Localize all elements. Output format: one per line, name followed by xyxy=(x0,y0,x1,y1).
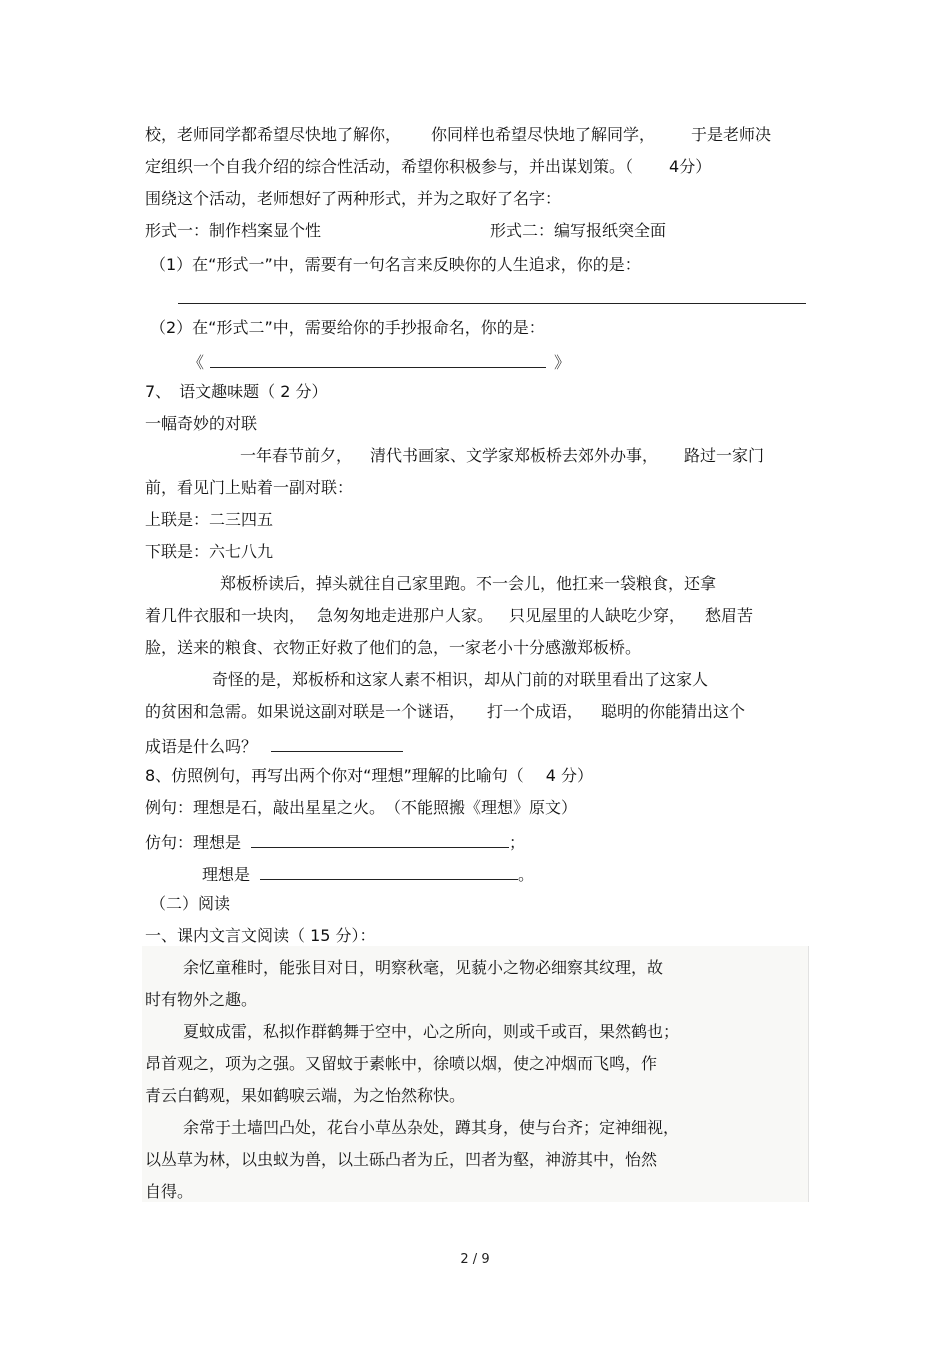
text: 理想是 xyxy=(202,865,251,884)
text: 校，老师同学都希望尽快地了解你， xyxy=(145,125,402,144)
text: 路过一家门 xyxy=(684,446,765,465)
text: 愁眉苦 xyxy=(705,606,754,625)
text: 你同样也希望尽快地了解同学， xyxy=(431,125,656,144)
text: 。 xyxy=(518,865,535,884)
text: 只见屋里的人缺吃少穿， xyxy=(509,606,686,625)
reading-section-title: （二）阅读 xyxy=(150,894,231,913)
page-number: 2 / 9 xyxy=(460,1252,490,1267)
story-p2-line2 xyxy=(145,605,753,627)
form-one: 形式一：制作档案显个性 xyxy=(145,221,322,240)
couplet-upper: 上联是：二三四五 xyxy=(145,510,274,529)
imitate-answer-1[interactable] xyxy=(251,829,509,848)
text: 定组织一个自我介绍的综合性活动，希望你积极参与，并出谋划策。（ xyxy=(145,157,634,176)
intro-line-3: 围绕这个活动，老师想好了两种形式，并为之取好了名字： xyxy=(145,189,562,208)
story-p2-line1: 郑板桥读后，掉头就往自己家里跑。不一会儿，他扛来一袋粮食，还拿 xyxy=(220,574,717,593)
story-p3-line1: 奇怪的是，郑板桥和这家人素不相识，却从门前的对联里看出了这家人 xyxy=(212,670,709,689)
passage-p3-line1: 余常于土墙凹凸处，花台小草丛杂处，蹲其身，使与台齐；定神细视， xyxy=(183,1118,680,1137)
text: 于是老师决 xyxy=(691,125,772,144)
question-7-title: 7、 语文趣味题（ 2 分） xyxy=(145,382,328,401)
passage-p1-line1: 余忆童稚时，能张目对日，明察秋毫，见藐小之物必细察其纹理，故 xyxy=(183,958,664,977)
book-bracket-open: 《 xyxy=(188,353,205,372)
passage-p3-line2: 以丛草为林，以虫蚁为兽，以土砾凸者为丘，凹者为壑，神游其中，怡然 xyxy=(145,1150,658,1169)
question-8-title xyxy=(145,765,593,787)
story-p3-line3 xyxy=(145,733,403,758)
text: 的贫困和急需。如果说这副对联是一个谜语， xyxy=(145,702,466,721)
couplet-lower: 下联是：六七八九 xyxy=(145,542,274,561)
question-2: （2）在“形式二”中，需要给你的手抄报命名，你的是： xyxy=(150,318,545,337)
book-bracket-close: 》 xyxy=(554,353,571,372)
imitate-line-1 xyxy=(145,829,525,854)
intro-line-1 xyxy=(145,124,771,146)
text: 急匆匆地走进那户人家。 xyxy=(317,606,494,625)
intro-line-2 xyxy=(145,156,711,178)
text: 清代书画家、文学家郑板桥去郊外办事， xyxy=(370,446,659,465)
imitate-line-2 xyxy=(202,861,534,886)
answer-line-1[interactable] xyxy=(178,303,806,304)
passage-p2-line2: 昂首观之，项为之强。又留蚊于素帐中，徐喷以烟，使之冲烟而飞鸣，作 xyxy=(145,1054,658,1073)
passage-p2-line3: 青云白鹤观，果如鹤唳云端，为之怡然称快。 xyxy=(145,1086,466,1105)
text: ； xyxy=(509,833,526,852)
idiom-answer-line[interactable] xyxy=(271,733,403,752)
passage-p3-line3: 自得。 xyxy=(145,1182,194,1201)
score: 4 分） xyxy=(545,766,594,785)
text: 成语是什么吗？ xyxy=(145,737,258,756)
story-p1-line2: 前，看见门上贴着一副对联： xyxy=(145,478,354,497)
passage-p1-line2: 时有物外之趣。 xyxy=(145,990,258,1009)
text: 仿句：理想是 xyxy=(145,833,242,852)
passage-p2-line1: 夏蚊成雷，私拟作群鹤舞于空中，心之所向，则或千或百，果然鹤也； xyxy=(183,1022,680,1041)
question-1: （1）在“形式一”中，需要有一句名言来反映你的人生追求，你的是： xyxy=(150,255,641,274)
question-7-subtitle: 一幅奇妙的对联 xyxy=(145,414,258,433)
text: 着几件衣服和一块肉， xyxy=(145,606,306,625)
story-p2-line3: 脸，送来的粮食、衣物正好救了他们的急，一家老小十分感激郑板桥。 xyxy=(145,638,642,657)
text: 一年春节前夕， xyxy=(240,446,353,465)
example-sentence: 例句：理想是石，敲出星星之火。 （不能照搬《理想》原文） xyxy=(145,798,578,817)
story-p1-line1 xyxy=(240,445,764,467)
form-two: 形式二：编写报纸突全面 xyxy=(490,221,667,240)
newspaper-title-blank xyxy=(188,349,570,374)
text: 打一个成语， xyxy=(487,702,584,721)
text: 聪明的你能猜出这个 xyxy=(601,702,746,721)
imitate-answer-2[interactable] xyxy=(260,861,518,880)
classical-reading-title: 一、课内文言文阅读（ 15 分）： xyxy=(145,926,376,945)
story-p3-line2 xyxy=(145,701,745,723)
score: 4分） xyxy=(669,157,712,176)
text: 8、仿照例句，再写出两个你对“理想”理解的比喻句（ xyxy=(145,766,524,785)
answer-line-2[interactable] xyxy=(210,349,546,368)
